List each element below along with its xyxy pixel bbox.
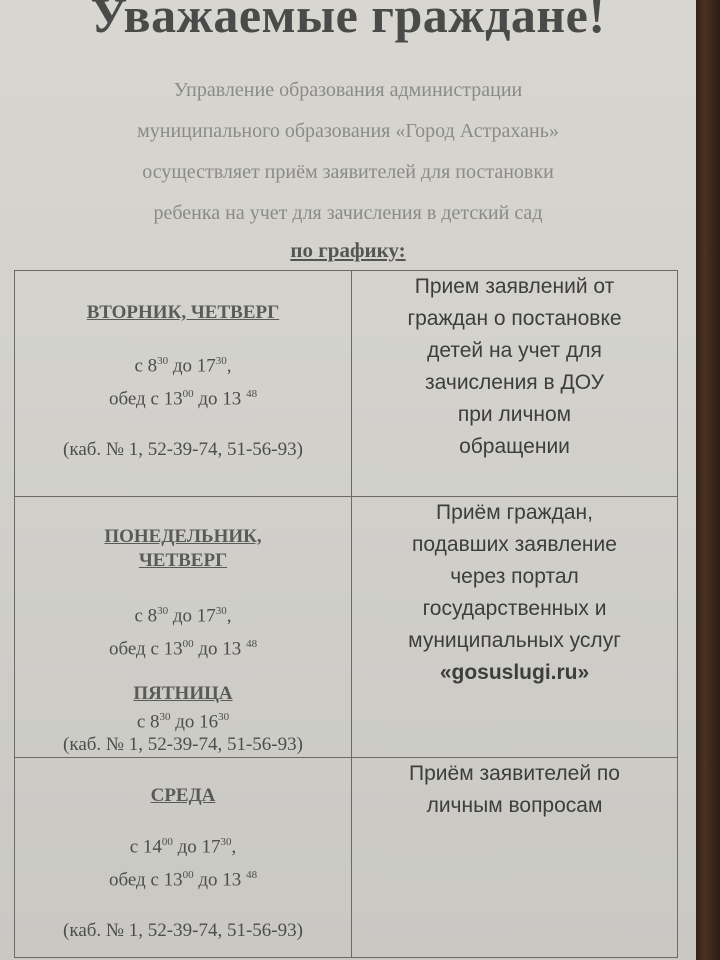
intro-line: ребенка на учет для зачисления в детский сад [153, 202, 543, 224]
description-line: муниципальных услуг [408, 629, 621, 652]
cabinet-phones: (каб. № 1, 52-39-74, 51-56-93) [63, 438, 303, 460]
description-line: через портал [450, 565, 579, 588]
lunch-hours: обед с $13^{00}$ до 13 $^{48}$ [108, 869, 258, 891]
day-label: ЧЕТВЕРГ [138, 550, 228, 571]
intro-line: муниципального образования «Город Астрахань» [137, 120, 559, 142]
cabinet-phones: (каб. № 1, 52-39-74, 51-56-93) [63, 733, 303, 755]
description-cell [352, 757, 678, 957]
description-line: Прием заявлений от [414, 275, 615, 298]
day-label: ПЯТНИЦА [133, 682, 233, 704]
description-line: Приём граждан, [436, 501, 593, 524]
service-description [352, 271, 677, 463]
work-hours: с $14^{00}$ до $17^{30}$, [129, 835, 237, 858]
day-label: ВТОРНИК, ЧЕТВЕРГ [86, 302, 280, 323]
description-line: государственных и [422, 597, 607, 620]
work-hours: с $8^{30}$ до $17^{30}$, [134, 605, 232, 627]
schedule-cell [15, 757, 352, 957]
service-description [352, 758, 677, 822]
lunch-hours: обед с $13^{00}$ до 13 $^{48}$ [108, 388, 258, 410]
portal-name: «gosuslugi.ru» [439, 661, 590, 684]
description-line: зачисления в ДОУ [425, 371, 604, 394]
description-line: обращении [459, 435, 570, 458]
door-frame [694, 0, 720, 960]
cabinet-phones: (каб. № 1, 52-39-74, 51-56-93) [63, 919, 303, 941]
work-hours: с $8^{30}$ до $17^{30}$, [134, 355, 232, 377]
lunch-hours: обед с $13^{00}$ до 13 $^{48}$ [108, 638, 258, 660]
description-line: детей на учет для [427, 339, 602, 362]
schedule-cell [15, 497, 352, 758]
schedule-table [14, 270, 678, 958]
service-description [352, 497, 677, 689]
intro-text [0, 70, 696, 234]
day-label: СРЕДА [150, 784, 216, 806]
description-line: Приём заявителей по [409, 761, 620, 785]
description-cell [352, 271, 678, 497]
description-line: граждан о постановке [407, 307, 622, 330]
table-row [15, 271, 678, 497]
day-label: ПОНЕДЕЛЬНИК, [104, 526, 262, 547]
table-row [15, 757, 678, 957]
description-line: личным вопросам [426, 793, 603, 817]
intro-line: Управление образования администрации [173, 79, 523, 101]
friday-hours: с $8^{30}$ до $16^{30}$ [136, 710, 230, 732]
table-row [15, 497, 678, 758]
description-line: подавших заявление [412, 533, 617, 556]
schedule-cell [15, 271, 352, 497]
intro-line: осуществляет приём заявителей для постановки [142, 161, 554, 183]
description-line: при личном [457, 403, 572, 426]
description-cell [352, 497, 678, 758]
page-title: Уважаемые граждане! [90, 0, 606, 43]
schedule-label: по графику: [290, 238, 406, 262]
